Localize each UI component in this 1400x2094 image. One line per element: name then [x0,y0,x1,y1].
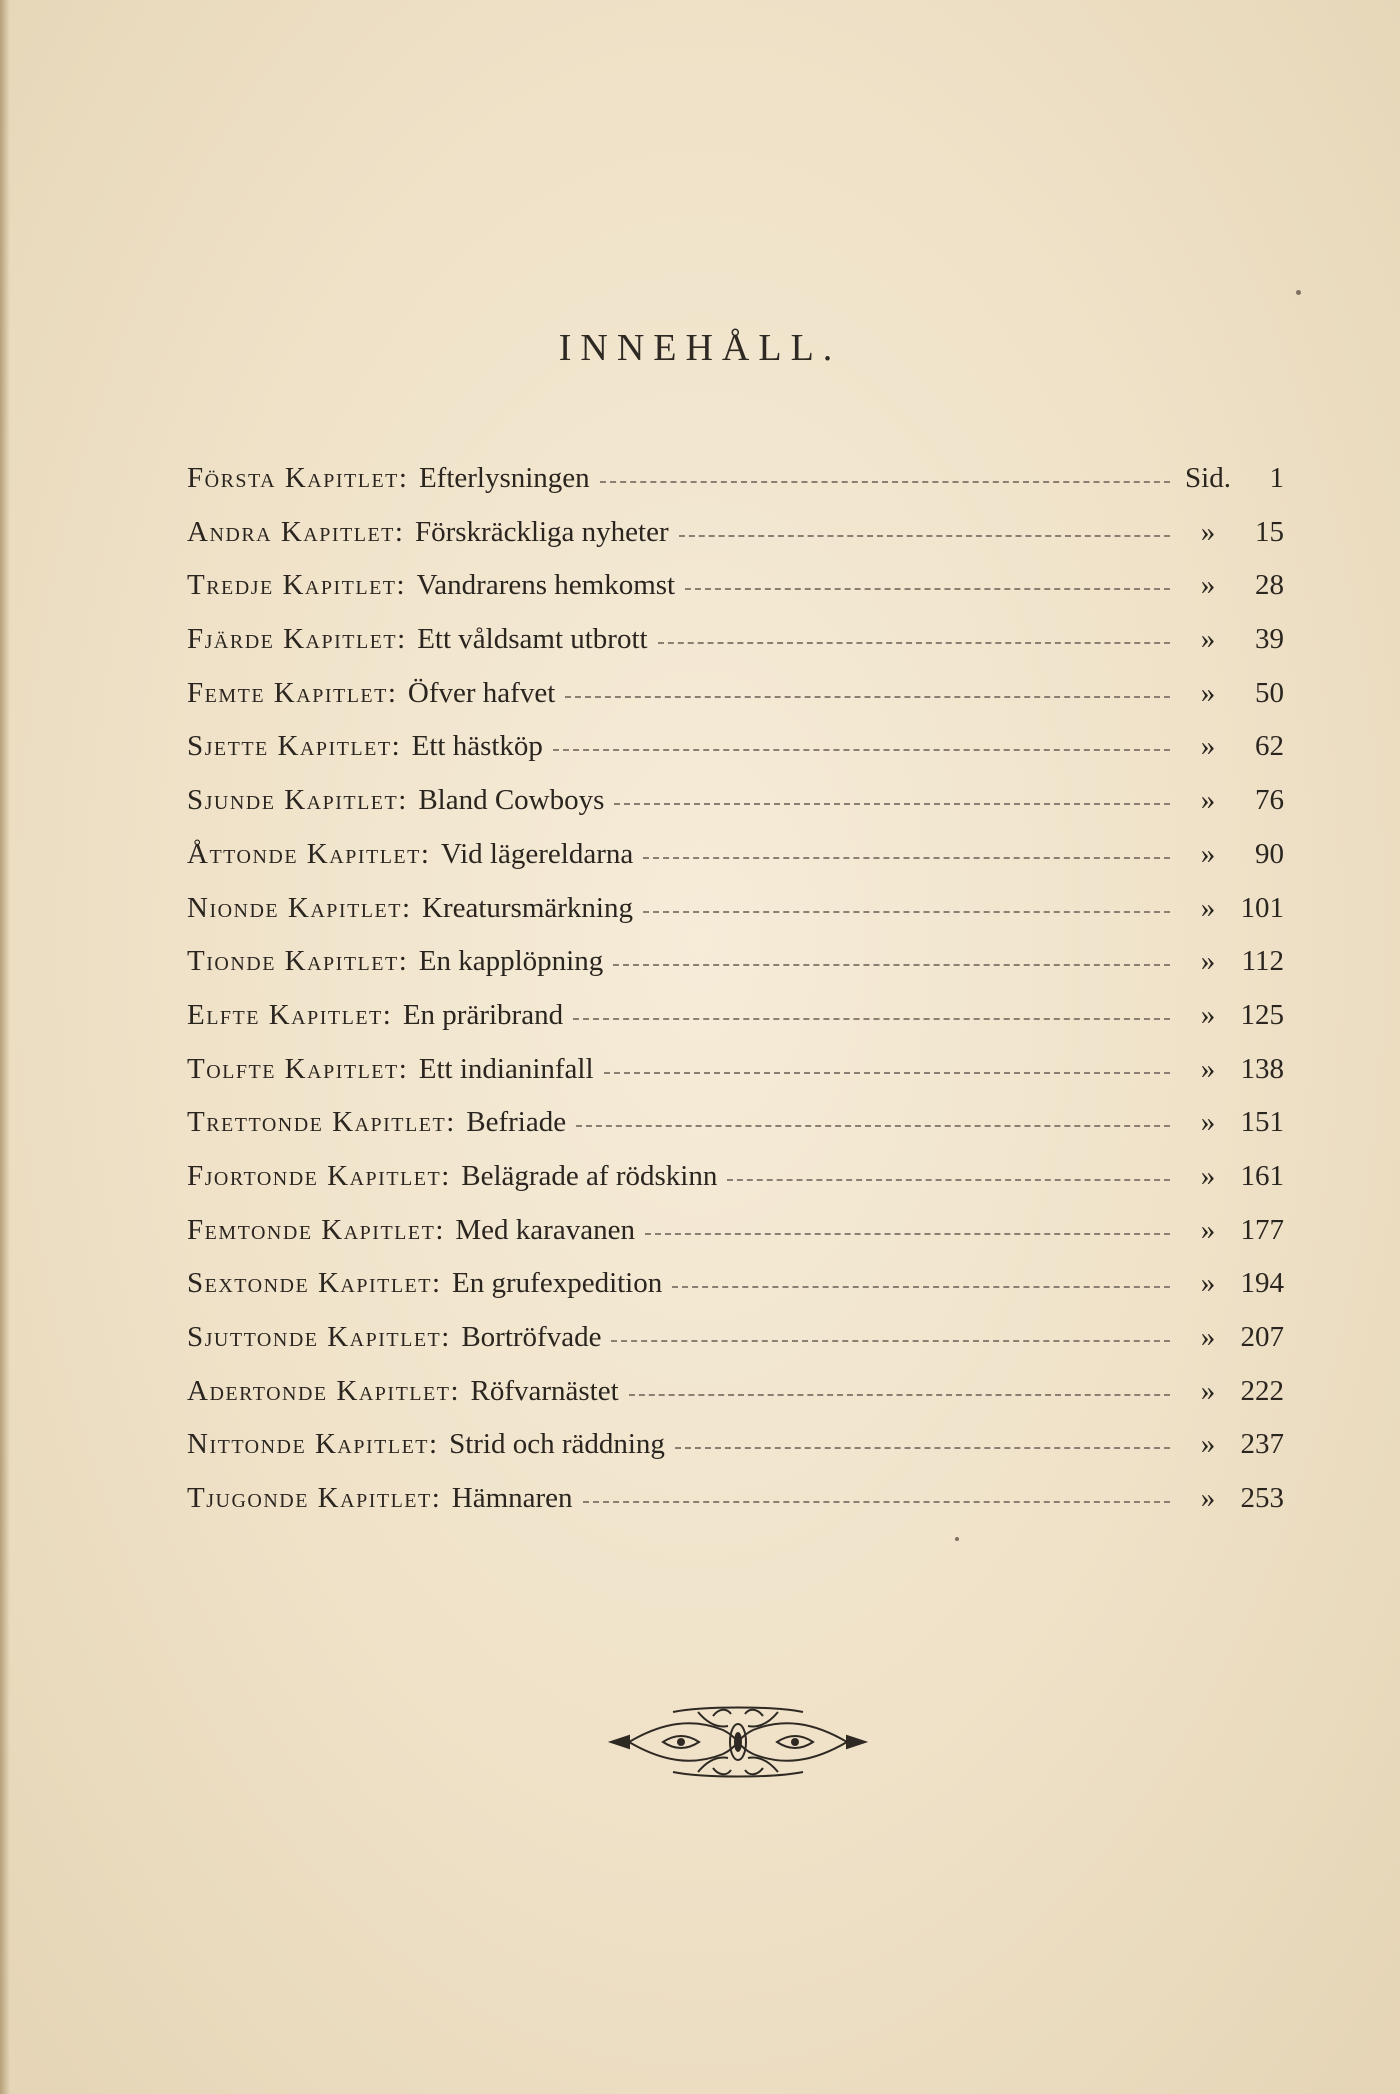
dot-leader [600,481,1170,483]
chapter-separator: : [441,1321,450,1353]
toc-entry [187,999,1284,1053]
page-number: 90 [1255,837,1284,870]
paper-speck [1296,290,1301,295]
page-reference-mark: » [1200,1106,1216,1139]
page-reference-mark: Sid. [1185,462,1231,494]
toc-entry [187,1321,1284,1375]
page-reference-mark: » [1200,945,1216,978]
chapter-title: Kreatursmärkning [422,891,633,924]
chapter-label: Sjette Kapitlet [187,730,392,763]
dot-leader [611,1340,1170,1342]
toc-entry [187,516,1284,570]
page-reference-mark: » [1200,1374,1216,1407]
dot-leader [613,964,1170,966]
chapter-separator: : [397,623,406,656]
toc-entry [187,1160,1284,1214]
chapter-separator: : [420,837,429,870]
chapter-title: Bortröfvade [461,1321,602,1353]
chapter-title: Ett våldsamt utbrott [417,623,648,656]
toc-entry [187,1428,1284,1482]
dot-leader [675,1447,1170,1449]
page-number: 28 [1255,569,1284,602]
dot-leader [679,535,1170,537]
dot-leader [643,911,1170,913]
page-reference-mark: » [1200,676,1216,709]
dot-leader [604,1072,1170,1074]
page-number: 39 [1255,623,1284,656]
page-number: 194 [1240,1267,1284,1300]
chapter-label: Sjunde Kapitlet [187,784,399,817]
page-number: 125 [1240,998,1284,1031]
page-number: 50 [1255,676,1284,709]
chapter-title: Bland Cowboys [418,784,605,817]
dot-leader [614,803,1170,805]
dot-leader [643,857,1170,859]
chapter-label: Femte Kapitlet [187,676,388,709]
page-reference-mark: » [1200,784,1216,817]
chapter-title: Med karavanen [455,1213,635,1246]
table-of-contents [187,462,1284,1536]
chapter-label: Sextonde Kapitlet [187,1267,432,1300]
page-reference-mark: » [1200,1159,1216,1192]
chapter-title: Befriade [466,1106,567,1139]
page-reference-mark: » [1200,730,1216,763]
page-reference-mark: » [1200,623,1216,656]
dot-leader [583,1501,1170,1503]
toc-entry [187,623,1284,677]
chapter-separator: : [382,998,391,1031]
dot-leader [629,1394,1170,1396]
page-reference-mark: » [1200,515,1216,548]
page-number: 161 [1240,1159,1284,1192]
page-title: INNEHÅLL. [558,327,842,369]
page-number: 177 [1240,1213,1284,1246]
chapter-separator: : [450,1374,459,1407]
chapter-separator: : [441,1159,450,1192]
dot-leader [573,1018,1170,1020]
toc-entry [187,730,1284,784]
chapter-title: En kapplöpning [418,945,604,978]
chapter-label: Första Kapitlet [187,462,399,494]
page-number: 15 [1255,515,1284,548]
chapter-separator: : [398,945,407,978]
toc-entry [187,1106,1284,1160]
page-reference-mark: » [1200,1052,1216,1085]
page-reference-mark: » [1200,1482,1216,1515]
chapter-separator: : [398,784,407,817]
chapter-title: Strid och räddning [449,1428,665,1461]
chapter-label: Adertonde Kapitlet [187,1374,451,1407]
toc-entry [187,892,1284,946]
chapter-label: Tionde Kapitlet [187,945,399,978]
toc-entry [187,1267,1284,1321]
dot-leader [658,642,1170,644]
dot-leader [685,588,1170,590]
page-reference-mark: » [1200,998,1216,1031]
chapter-separator: : [398,462,407,494]
dot-leader [645,1233,1170,1235]
page-reference-mark: » [1200,569,1216,602]
dot-leader [727,1179,1170,1181]
chapter-label: Tolfte Kapitlet [187,1052,399,1085]
toc-entry [187,1375,1284,1429]
page-edge-shadow [0,0,10,2094]
page-number: 76 [1255,784,1284,817]
chapter-separator: : [435,1213,444,1246]
chapter-title: Vandrarens hemkomst [416,569,676,602]
chapter-separator: : [431,1267,441,1300]
chapter-title: Efterlysningen [418,462,590,494]
chapter-label: Tjugonde Kapitlet [187,1482,432,1515]
toc-entry [187,1214,1284,1268]
chapter-separator: : [398,1052,407,1085]
chapter-label: Åttonde Kapitlet [187,837,421,870]
chapter-title: En grufexpedition [452,1267,663,1300]
chapter-title: Förskräckliga nyheter [414,515,669,548]
chapter-title: Röfvarnästet [470,1374,619,1407]
chapter-title: En präribrand [402,998,564,1031]
page-reference-mark: » [1200,1213,1216,1246]
page-number: 138 [1240,1052,1284,1085]
chapter-separator: : [429,1428,438,1461]
toc-entry [187,462,1284,516]
chapter-label: Fjortonde Kapitlet [187,1159,442,1192]
chapter-separator: : [446,1106,455,1139]
page-reference-mark: » [1200,1267,1216,1300]
page-reference-mark: » [1200,891,1216,924]
chapter-label: Elfte Kapitlet [187,998,383,1031]
chapter-title: Öfver hafvet [407,676,556,709]
chapter-separator: : [394,515,403,548]
chapter-label: Nittonde Kapitlet [187,1428,430,1461]
page-reference-mark: » [1200,1321,1216,1353]
floral-vignette-icon [603,1702,873,1782]
chapter-title: Ett hästköp [411,730,543,763]
page-number: 253 [1240,1482,1284,1515]
chapter-label: Trettonde Kapitlet [187,1106,447,1139]
chapter-label: Fjärde Kapitlet [187,623,398,656]
page-number: 151 [1240,1106,1284,1139]
chapter-title: Belägrade af rödskinn [461,1159,718,1192]
page-number: 62 [1255,730,1284,763]
page-number: 1 [1269,462,1284,494]
chapter-title: Vid lägereldarna [440,837,634,870]
chapter-label: Nionde Kapitlet [187,891,402,924]
page-reference-mark: » [1200,1428,1216,1461]
dot-leader [565,696,1170,698]
chapter-separator: : [387,676,396,709]
toc-entry [187,838,1284,892]
toc-entry [187,1482,1284,1536]
chapter-separator: : [391,730,400,763]
page-number: 112 [1241,945,1284,978]
chapter-title: Hämnaren [451,1482,573,1515]
chapter-label: Femtonde Kapitlet [187,1213,436,1246]
page-reference-mark: » [1200,837,1216,870]
page-number: 222 [1240,1374,1284,1407]
chapter-label: Sjuttonde Kapitlet [187,1321,442,1353]
chapter-label: Andra Kapitlet [187,515,395,548]
chapter-separator: : [431,1482,440,1515]
toc-entry [187,569,1284,623]
paper-speck [955,1537,959,1541]
dot-leader [553,749,1170,751]
toc-entry [187,945,1284,999]
toc-entry [187,784,1284,838]
chapter-separator: : [396,569,405,602]
dot-leader [672,1286,1170,1288]
dot-leader [576,1125,1170,1127]
page-number: 101 [1240,891,1284,924]
chapter-title: Ett indianinfall [418,1052,594,1085]
toc-entry [187,1053,1284,1107]
page-number: 237 [1240,1428,1284,1461]
page-number: 207 [1240,1321,1284,1353]
chapter-label: Tredje Kapitlet [187,569,397,602]
toc-entry [187,677,1284,731]
chapter-separator: : [401,891,410,924]
